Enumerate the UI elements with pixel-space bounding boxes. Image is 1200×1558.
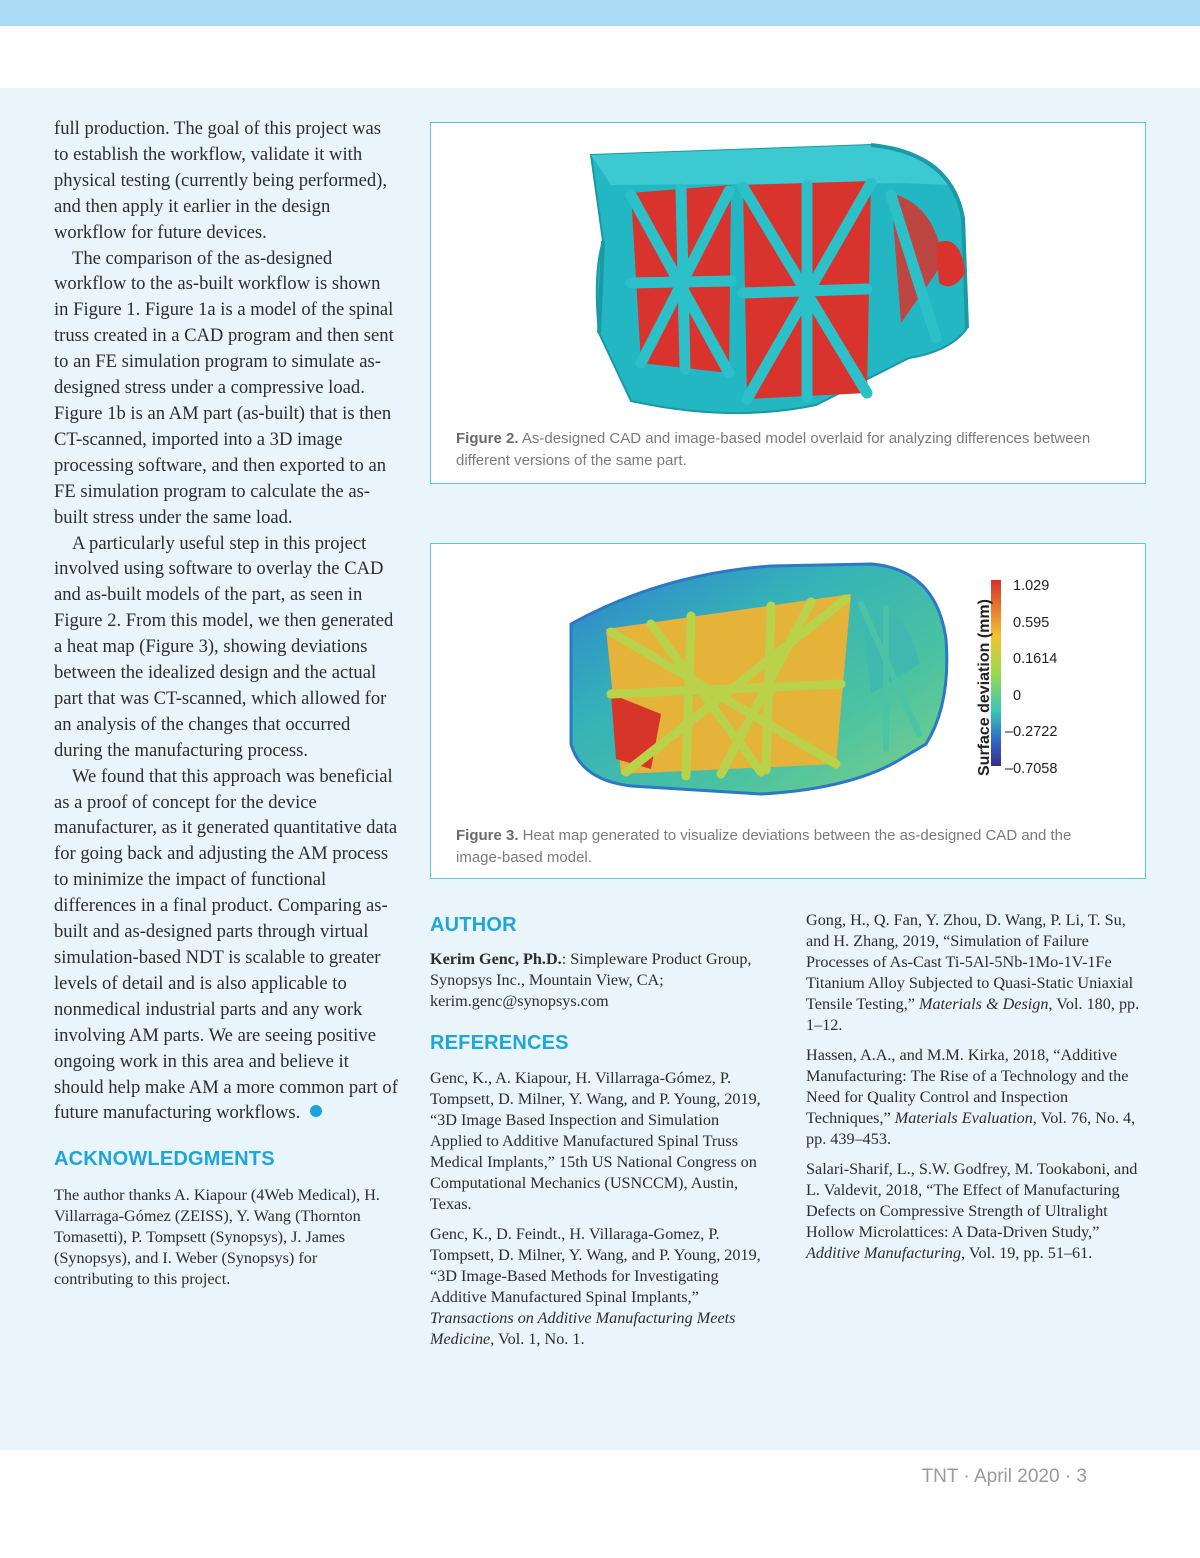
body-paragraph: full production. The goal of this project was to establish the workflow, validate it with physical testing (currently being performed), and then apply it earlier in the design workflow for future devices.: [54, 118, 388, 243]
reference-volume: , Vol. 1, No. 1.: [490, 1330, 585, 1348]
reference-text: Salari-Sharif, L., S.W. Godfrey, M. Tookaboni, and L. Valdevit, 2018, “The Effect of Manufacturing Defects on Compressive Strength of Ultralight Hollow Microlattices: A Data-Driven Study,”: [806, 1160, 1138, 1241]
figure-3: [430, 543, 1146, 879]
author-affiliation: : Simpleware Product Group, Synopsys Inc., Mountain View, CA; kerim.genc@synopsys.com: [430, 950, 752, 1010]
references-heading: REFERENCES: [430, 1032, 569, 1054]
reference-volume: , Vol. 180, pp. 1–12.: [806, 995, 1140, 1034]
article-end-dot-icon: [310, 1105, 322, 1117]
legend-tick: 0.595: [1013, 615, 1050, 631]
body-paragraph-text: We found that this approach was beneficial as a proof of concept for the device manufacturer, as it generated quantitative data for going back and adjusting the AM process to minimize the impact of functional differences in a final product. Comparing as-built and as-designed parts through virtual simulation-based NDT is scalable to greater levels of detail and is also applicable to nonmedical industrial parts and any work involving AM parts. We are seeing positive ongoing work in this area and believe it should help make AM a more common part of future manufacturing workflows.: [54, 765, 398, 1124]
figure-2: [430, 122, 1146, 484]
reference-text: Genc, K., D. Feindt., H. Villaraga-Gomez, P. Tompsett, D. Milner, Y. Wang, and P. Young, 2019, “3D Image-Based Methods for Investigating Additive Manufactured Spinal Implants,”: [430, 1225, 761, 1306]
body-paragraph: [54, 764, 399, 1127]
reference-text: Gong, H., Q. Fan, Y. Zhou, D. Wang, P. Li, T. Su, and H. Zhang, 2019, “Simulation of Failure Processes of As-Cast Ti-5Al-5Nb-1Mo-1V-1Fe Titanium Alloy Subjected to Quasi-Static Uniaxial Tensile Testing,”: [806, 911, 1134, 1013]
legend-tick: –0.7058: [1005, 761, 1058, 777]
page-folio: TNT · April 2020 · 3: [921, 1466, 1087, 1487]
top-color-band: [0, 0, 1200, 26]
reference-journal: Materials & Design: [918, 995, 1049, 1013]
acknowledgments-heading: ACKNOWLEDGMENTS: [54, 1148, 275, 1171]
author-bio: [430, 949, 770, 1012]
reference-volume: , Vol. 19, pp. 51–61.: [961, 1244, 1093, 1262]
figure-2-caption-text: As-designed CAD and image-based model overlaid for analyzing differences between different versions of the same part.: [456, 430, 1091, 469]
legend-tick: –0.2722: [1005, 724, 1058, 740]
author-heading: AUTHOR: [430, 914, 517, 936]
legend-tick: 0.1614: [1013, 651, 1058, 667]
references-continued-column: [806, 910, 1152, 1273]
legend-tick: 0: [1013, 688, 1022, 704]
reference-journal: Materials Evaluation: [894, 1109, 1033, 1127]
main-text-column: [54, 116, 399, 1290]
body-paragraph: A particularly useful step in this project involved using software to overlay the CAD and as-built models of the part, as seen in Figure 2. From this model, we then generated a heat map (Figure 3), showing deviations between the idealized design and the actual part that was CT-scanned, which allowed for an analysis of the changes that occurred during the manufacturing process.: [54, 532, 394, 761]
reference-journal: Transactions on Additive Manufacturing Meets Medicine: [430, 1309, 736, 1348]
figure-3-caption-text: Heat map generated to visualize deviations between the as-designed CAD and the image-based model.: [456, 827, 1072, 866]
reference-volume: , Vol. 76, No. 4, pp. 439–453.: [806, 1109, 1136, 1148]
reference-item: [806, 1045, 1152, 1150]
reference-text: Genc, K., A. Kiapour, H. Villarraga-Gómez, P. Tompsett, D. Milner, Y. Wang, and P. Young, 2019, “3D Image Based Inspection and Simulation Applied to Additive Manufactured Spinal Truss Medical Implants,” 15th US National Congress on Computational Mechanics (USNCCM), Austin, Texas.: [430, 1069, 761, 1213]
reference-item: [806, 1159, 1152, 1264]
author-name: Kerim Genc, Ph.D.: [430, 950, 562, 968]
reference-journal: Additive Manufacturing: [806, 1244, 962, 1262]
reference-item: [806, 910, 1152, 1036]
figure-2-label: Figure 2.: [456, 430, 519, 447]
legend-title: Surface deviation (mm): [976, 599, 993, 776]
reference-item: [430, 1068, 770, 1215]
reference-item: [430, 1224, 770, 1350]
legend-tick: 1.029: [1013, 578, 1050, 594]
figure-3-label: Figure 3.: [456, 827, 519, 844]
reference-text: Hassen, A.A., and M.M. Kirka, 2018, “Additive Manufacturing: The Rise of a Technology and the Need for Quality Control and Inspection Techniques,”: [806, 1046, 1129, 1127]
body-paragraph: The comparison of the as-designed workflow to the as-built workflow is shown in Figure 1. Figure 1a is a model of the spinal truss created in a CAD program and then sent to an FE simulation program to simulate as-designed stress under a compressive load. Figure 1b is an AM part (as-built) that is then CT-scanned, imported into a 3D image processing software, and then exported to an FE simulation program to calculate the as-built stress under the same load.: [54, 247, 394, 528]
figure-2-caption: [456, 428, 1116, 471]
figure-3-caption: [456, 825, 1116, 868]
acknowledgments-text: The author thanks A. Kiapour (4Web Medical), H. Villarraga-Gómez (ZEISS), Y. Wang (Thornton Tomasetti), P. Tompsett (Synopsys), J. James (Synopsys), and I. Weber (Synopsys) for contributing to this project.: [54, 1186, 380, 1289]
author-references-column: [430, 914, 770, 1359]
